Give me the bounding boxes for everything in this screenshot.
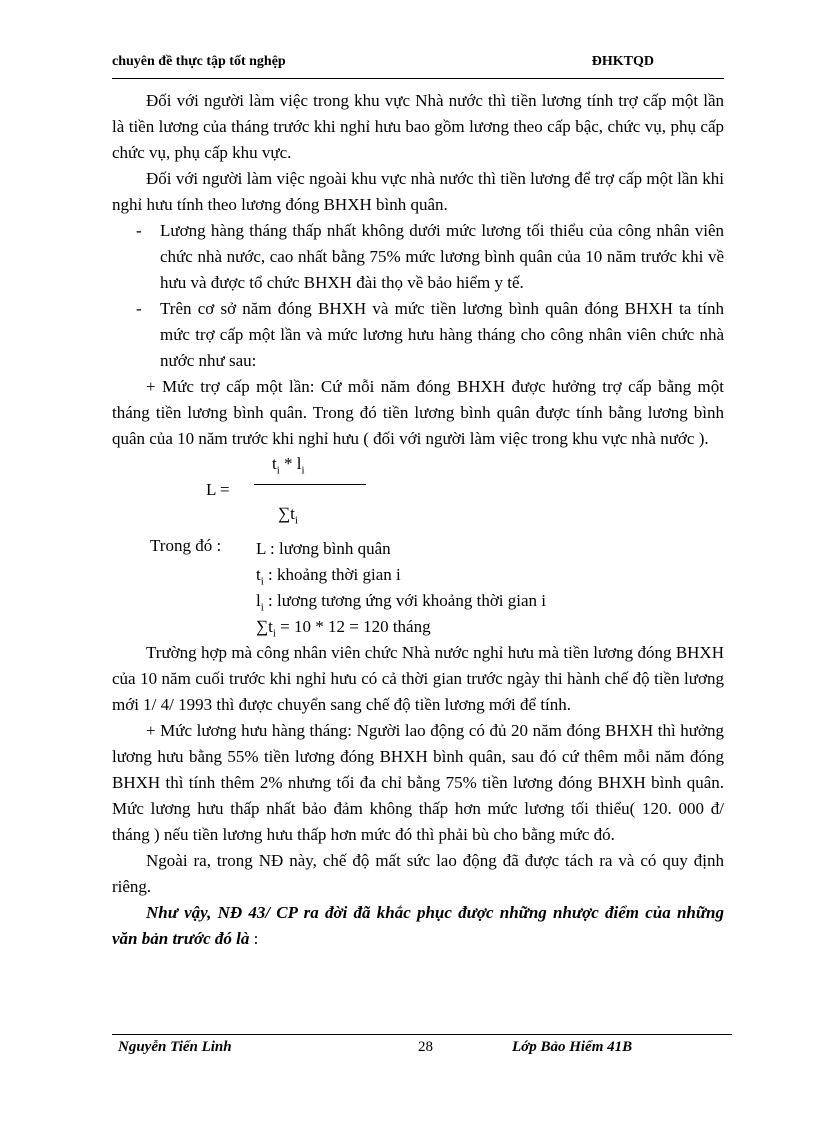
page-footer	[112, 1034, 732, 1063]
fraction-bar	[254, 484, 366, 485]
formula-denominator: $\sum t_i$	[278, 504, 298, 527]
definition-li: $l_i$ : lương tương ứng với khoảng thời gian i	[256, 591, 547, 614]
paragraph-transition-case: Trường hợp mà công nhân viên chức Nhà nước nghỉ hưu mà tiền lương đóng BHXH của 10 năm cuối trước khi nghỉ hưu có cả thời gian trước ngày thi hành chế độ tiền lương mới 1/ 4/ 1993 thì được chuyển sang chế độ tiền lương mới để tính.	[112, 643, 724, 714]
definitions-label: Trong đó :	[150, 536, 222, 555]
bullet-text: Lương hàng tháng thấp nhất không dưới mức lương tối thiểu của công nhân viên chức nhà nước, cao nhất bằng 75% mức lương bình quân của 10 năm trước khi về hưu và được tổ chức BHXH đài thọ về bảo hiểm y tế.	[160, 221, 724, 292]
header-title: chuyên đề thực tập tốt nghệp	[112, 54, 286, 69]
bullet-dash: -	[136, 299, 142, 318]
conclusion-tail: :	[249, 929, 259, 948]
formula-lhs: L =	[206, 480, 230, 499]
page-number: 28	[418, 1039, 433, 1055]
document-body	[112, 88, 724, 952]
definition-sum: $\sum t_i = 10 * 12 = 120$ tháng	[256, 617, 431, 640]
footer-class: Lớp Bảo Hiểm 41B	[512, 1039, 633, 1055]
bullet-item-basis	[112, 296, 724, 374]
average-salary-formula	[112, 454, 724, 532]
footer-author: Nguyễn Tiến Linh	[118, 1039, 232, 1055]
bullet-dash: -	[136, 221, 142, 240]
definition-l: L : lương bình quân	[256, 539, 391, 558]
formula-definitions	[112, 536, 724, 640]
conclusion-bold: Như vậy, NĐ 43/ CP ra đời đã khắc phục được những nhược điểm của những văn bản trước đó là	[112, 903, 724, 948]
paragraph-state-sector: Đối với người làm việc trong khu vực Nhà nước thì tiền lương tính trợ cấp một lần là tiền lương của tháng trước khi nghỉ hưu bao gồm lương theo cấp bậc, chức vụ, phụ cấp chức vụ, phụ cấp khu vực.	[112, 91, 724, 162]
page-header	[112, 52, 724, 79]
paragraph-other: Ngoài ra, trong NĐ này, chế độ mất sức lao động đã được tách ra và có quy định riêng.	[112, 851, 724, 896]
bullet-text: Trên cơ sở năm đóng BHXH và mức tiền lương bình quân đóng BHXH ta tính mức trợ cấp một lần và mức lương hưu hàng tháng cho công nhân viên chức nhà nước như sau:	[160, 299, 724, 370]
paragraph-lump-sum: + Mức trợ cấp một lần: Cứ mỗi năm đóng BHXH được hưởng trợ cấp bằng một tháng tiền lương bình quân. Trong đó tiền lương bình quân được tính bằng lương bình quân của 10 năm trước khi nghỉ hưu ( đối với người làm việc trong khu vực nhà nước ).	[112, 377, 724, 448]
header-school: ĐHKTQD	[591, 54, 654, 69]
bullet-item-min-salary	[112, 218, 724, 296]
formula-numerator: $t_i * l_i$	[272, 454, 305, 477]
paragraph-monthly-pension: + Mức lương hưu hàng tháng: Người lao động có đủ 20 năm đóng BHXH thì hưởng lương hưu bằng 55% tiền lương đóng BHXH bình quân, sau đó cứ thêm mỗi năm đóng BHXH thì tính thêm 2% nhưng tối đa chỉ bằng 75% tiền lương đóng BHXH bình quân. Mức lương hưu thấp nhất bảo đảm không thấp hơn mức lương tối thiểu( 120. 000 đ/ tháng ) nếu tiền lương hưu thấp hơn mức đó thì phải bù cho bằng mức đó.	[112, 721, 724, 844]
paragraph-conclusion	[112, 900, 724, 952]
paragraph-non-state-sector: Đối với người làm việc ngoài khu vực nhà nước thì tiền lương để trợ cấp một lần khi nghỉ hưu tính theo lương đóng BHXH bình quân.	[112, 169, 724, 214]
definition-t: $t_i$ : khoảng thời gian i	[256, 565, 401, 588]
